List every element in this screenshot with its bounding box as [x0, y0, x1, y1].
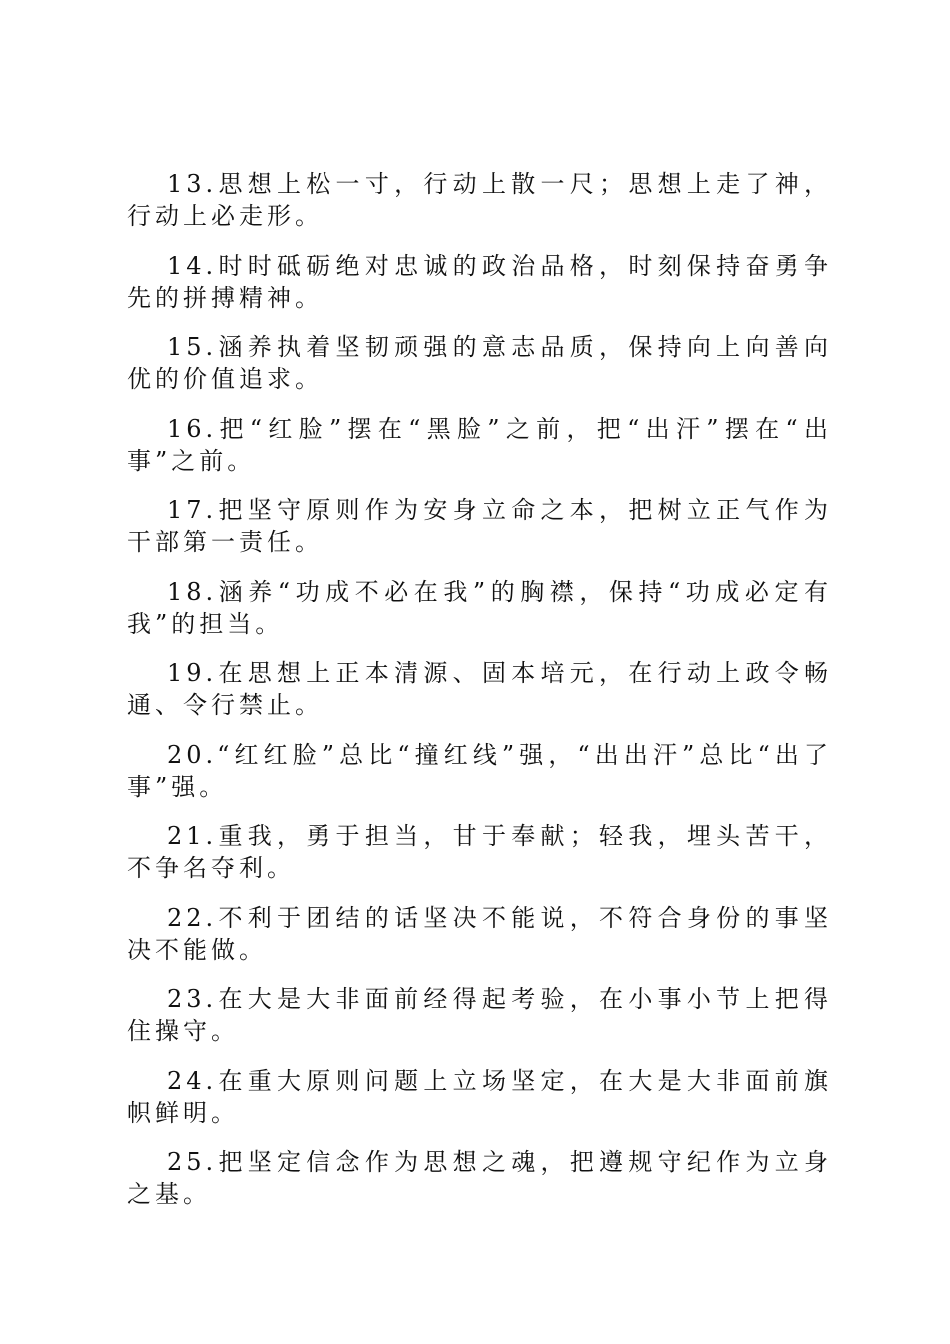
paragraph-22: 22.不利于团结的话坚决不能说，不符合身份的事坚决不能做。 [127, 903, 832, 964]
paragraph-13: 13.思想上松一寸，行动上散一尺；思想上走了神，行动上必走形。 [127, 170, 832, 230]
paragraph-16: 16.把“红脸”摆在“黑脸”之前，把“出汗”摆在“出事”之前。 [127, 414, 832, 475]
document-body [127, 168, 832, 1210]
paragraph-17: 17.把坚守原则作为安身立命之本，把树立正气作为干部第一责任。 [127, 496, 832, 556]
paragraph-21: 21.重我，勇于担当，甘于奉献；轻我，埋头苦干，不争名夺利。 [127, 822, 832, 882]
paragraph-18: 18.涵养“功成不必在我”的胸襟，保持“功成必定有我”的担当。 [127, 577, 832, 638]
paragraph-19: 19.在思想上正本清源、固本培元，在行动上政令畅通、令行禁止。 [127, 659, 832, 719]
paragraph-23: 23.在大是大非面前经得起考验，在小事小节上把得住操守。 [127, 985, 832, 1045]
paragraph-15: 15.涵养执着坚韧顽强的意志品质，保持向上向善向优的价值追求。 [127, 333, 832, 393]
paragraph-20: 20.“红红脸”总比“撞红线”强，“出出汗”总比“出了事”强。 [127, 740, 832, 801]
paragraph-14: 14.时时砥砺绝对忠诚的政治品格，时刻保持奋勇争先的拼搏精神。 [127, 251, 832, 312]
paragraph-24: 24.在重大原则问题上立场坚定，在大是大非面前旗帜鲜明。 [127, 1066, 832, 1127]
paragraph-25: 25.把坚定信念作为思想之魂，把遵规守纪作为立身之基。 [127, 1148, 832, 1208]
